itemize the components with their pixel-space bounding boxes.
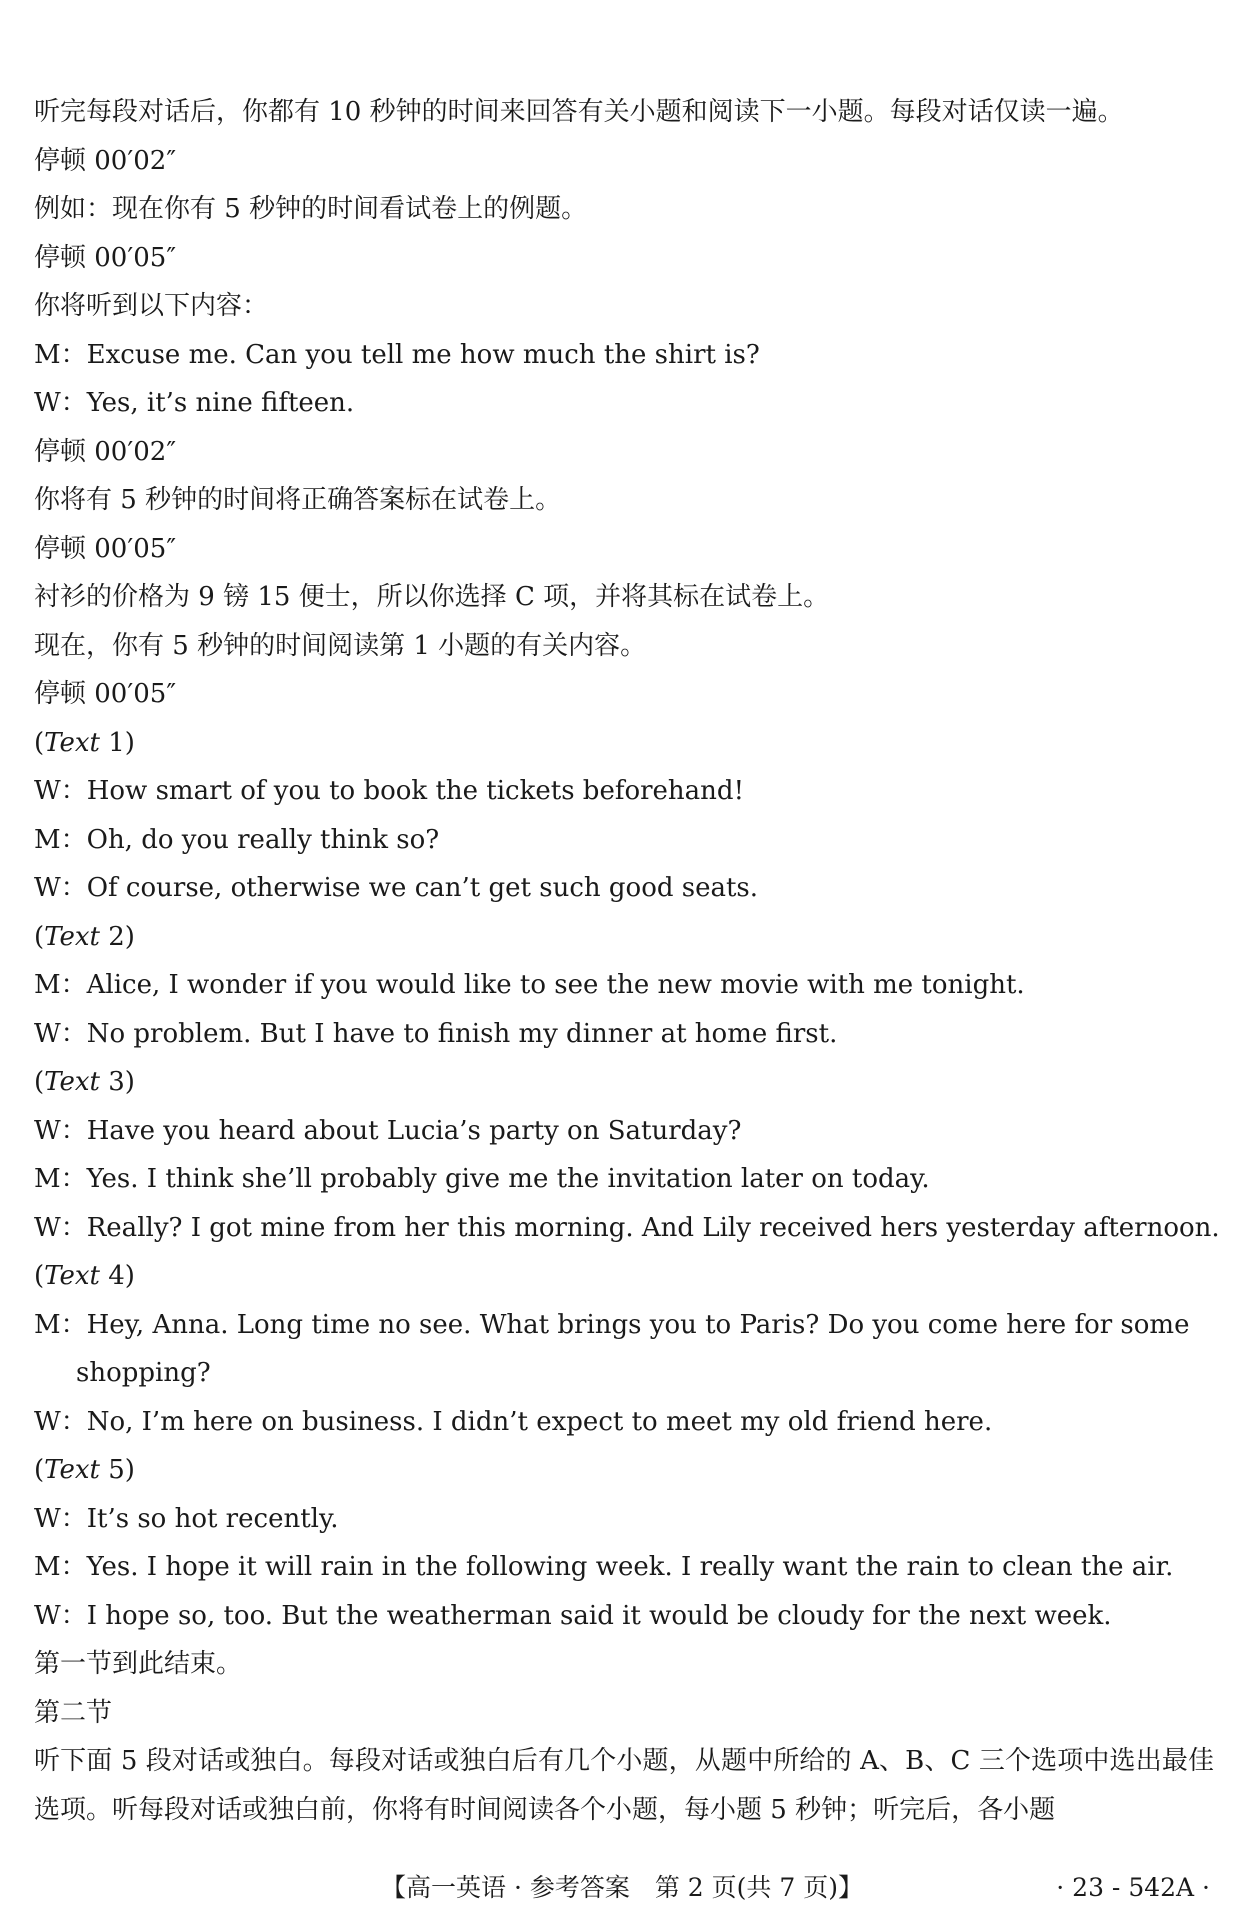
label-close-paren: ) — [124, 1455, 135, 1485]
text-line: W：I hope so, too. But the weatherman said it would be cloudy for the next week. — [34, 1600, 1112, 1631]
label-word: Text — [44, 921, 100, 952]
label-open-paren: ( — [34, 921, 45, 952]
text-line: W：Really? I got mine from her this morning. And Lily received hers yesterday afternoon. — [34, 1212, 1220, 1243]
label-number: 2 — [99, 921, 125, 952]
label-number: 5 — [99, 1455, 125, 1485]
text-line: 现在，你有 5 秒钟的时间阅读第 1 小题的有关内容。 — [34, 630, 647, 661]
label-close-paren: ) — [124, 1261, 135, 1291]
label-number: 4 — [99, 1261, 125, 1291]
text-line: 你将有 5 秒钟的时间将正确答案标在试卷上。 — [34, 485, 562, 515]
text-line: W：Yes, it’s nine fifteen. — [34, 388, 355, 418]
text-line: 停顿 00′02″ — [34, 436, 177, 467]
text-section-label — [34, 1252, 1214, 1301]
label-close-paren: ) — [124, 727, 135, 758]
text-line: 停顿 00′05″ — [34, 679, 177, 709]
label-word: Text — [44, 1067, 100, 1097]
text-line: W：Of course, otherwise we can’t get such good seats. — [34, 873, 759, 903]
text-section-label — [34, 913, 1214, 962]
label-close-paren: ) — [124, 921, 135, 952]
text-line: M：Excuse me. Can you tell me how much the shirt is? — [34, 339, 760, 370]
label-word: Text — [44, 727, 100, 758]
label-word: Text — [44, 1261, 100, 1291]
text-line: M：Yes. I think she’ll probably give me the invitation later on today. — [34, 1164, 930, 1194]
instruction-paragraph: 听下面 5 段对话或独白。每段对话或独白后有几个小题，从题中所给的 A、B、C 三个选项中选出最佳选项。听每段对话或独白前，你将有时间阅读各个小题，每小题 5 秒钟；听完后，各小题 — [34, 1746, 1214, 1825]
text-line: 第二节 — [34, 1697, 113, 1728]
text-line: 停顿 00′05″ — [34, 533, 177, 564]
page-footer — [0, 1868, 1244, 1908]
text-line: W：How smart of you to book the tickets beforehand! — [34, 776, 745, 806]
text-line: 你将听到以下内容： — [34, 291, 269, 321]
label-open-paren: ( — [34, 1455, 45, 1485]
footer-page-info: 【高一英语 · 参考答案 第 2 页(共 7 页)】 — [381, 1873, 863, 1902]
text-section-label — [34, 1446, 1214, 1495]
label-word: Text — [44, 1455, 100, 1485]
text-line: W：It’s so hot recently. — [34, 1503, 339, 1534]
label-number: 1 — [99, 727, 125, 758]
text-line: 第一节到此结束。 — [34, 1649, 243, 1679]
text-line: M：Yes. I hope it will rain in the following week. I really want the rain to clean the air. — [34, 1552, 1174, 1582]
document-body — [34, 88, 1220, 1834]
label-number: 3 — [99, 1067, 125, 1097]
text-line: 例如：现在你有 5 秒钟的时间看试卷上的例题。 — [34, 194, 588, 224]
footer-doc-code: · 23 - 542A · — [1056, 1873, 1210, 1902]
text-line: W：No, I’m here on business. I didn’t expect to meet my old friend here. — [34, 1406, 993, 1437]
dialogue-line: M：Hey, Anna. Long time no see. What brings you to Paris? Do you come here for some shopping? — [34, 1309, 1190, 1388]
text-line: 听完每段对话后，你都有 10 秒钟的时间来回答有关小题和阅读下一小题。每段对话仅读一遍。 — [34, 97, 1124, 127]
label-open-paren: ( — [34, 1261, 45, 1291]
label-open-paren: ( — [34, 727, 45, 758]
label-open-paren: ( — [34, 1067, 45, 1097]
label-close-paren: ) — [124, 1067, 135, 1097]
text-line: 衬衫的价格为 9 镑 15 便士，所以你选择 C 项，并将其标在试卷上。 — [34, 582, 830, 612]
text-section-label — [34, 1058, 1214, 1107]
text-line: M：Alice, I wonder if you would like to see the new movie with me tonight. — [34, 970, 1025, 1000]
text-line: 停顿 00′05″ — [34, 242, 177, 273]
text-line: M：Oh, do you really think so? — [34, 824, 440, 855]
text-section-label — [34, 719, 1214, 768]
text-line: W：No problem. But I have to finish my dinner at home first. — [34, 1018, 838, 1049]
text-line: W：Have you heard about Lucia’s party on Saturday? — [34, 1115, 742, 1146]
text-line: 停顿 00′02″ — [34, 145, 177, 176]
